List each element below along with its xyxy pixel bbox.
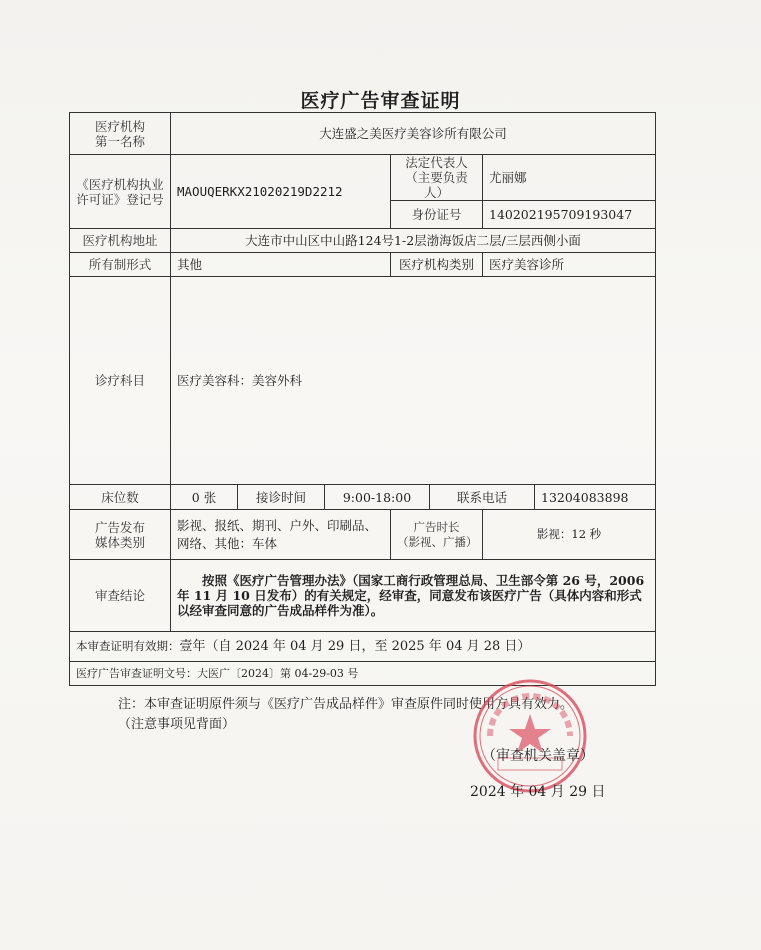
validity-row <box>70 632 656 662</box>
legal-rep-label: 法定代表人 （主要负责人） <box>391 155 483 201</box>
org-name-value: 大连盛之美医疗美容诊所有限公司 <box>171 113 656 155</box>
license-label: 《医疗机构执业 许可证》登记号 <box>70 155 171 229</box>
validity-label: 本审查证明有效期： <box>76 639 180 653</box>
ownership-label: 所有制形式 <box>70 253 171 277</box>
hours-value: 9:00-18:00 <box>325 485 430 509</box>
org-name-label: 医疗机构 第一名称 <box>70 113 171 155</box>
conclusion-text: 按照《医疗广告管理办法》（国家工商行政管理总局、卫生部令第 26 号，2006 年 11 月 10 日发布）的有关规定，经审查，同意发布该医疗广告（具体内容和形式以经审查同意的广告成品样件为准）。 <box>177 573 645 618</box>
dept-label: 诊疗科目 <box>70 277 171 485</box>
id-value: 140202195709193047 <box>483 201 656 229</box>
seal-authority: （审查机关盖章） <box>482 748 594 764</box>
legal-rep-value: 尤丽娜 <box>483 155 656 201</box>
validity-value: 壹年（自 2024 年 04 月 29 日，至 2025 年 04 月 28 日） <box>179 639 531 654</box>
note-back: （注意事项见背面） <box>118 717 236 732</box>
hours-label: 接诊时间 <box>238 485 325 509</box>
duration-value: 影视：12 秒 <box>483 510 656 560</box>
address-label: 医疗机构地址 <box>70 229 171 253</box>
beds-value: 0 张 <box>171 485 238 509</box>
page-title: 医疗广告审查证明 <box>300 90 461 112</box>
doc-no-value: 大医广〔2024〕第 04-29-03 号 <box>197 667 359 680</box>
address-value: 大连市中山区中山路124号1-2层渤海饭店二层/三层西侧小面 <box>171 229 656 253</box>
official-seal-icon <box>470 676 590 796</box>
phone-label: 联系电话 <box>430 485 535 509</box>
license-no: MAOUQERKX21020219D2212 <box>171 155 391 229</box>
media-value: 影视、报纸、期刊、户外、印刷品、网络、其他：车体 <box>171 510 391 560</box>
id-label: 身份证号 <box>391 201 483 229</box>
category-value: 医疗美容诊所 <box>483 253 656 277</box>
ownership-value: 其他 <box>171 253 391 277</box>
doc-no-label: 医疗广告审查证明文号： <box>76 667 197 680</box>
phone-value: 13204083898 <box>541 489 629 505</box>
conclusion-label: 审查结论 <box>70 560 171 632</box>
beds-label: 床位数 <box>70 485 171 510</box>
note-validity: 注：本审查证明原件须与《医疗广告成品样件》审查原件同时使用方具有效力。 <box>118 697 574 712</box>
seal-date: 2024 年 04 月 29 日 <box>470 784 606 800</box>
certificate-table <box>69 112 656 686</box>
duration-label: 广告时长 （影视、广播） <box>391 510 483 560</box>
media-label: 广告发布 媒体类别 <box>70 510 171 560</box>
dept-value: 医疗美容科：美容外科 <box>171 277 656 485</box>
category-label: 医疗机构类别 <box>391 253 483 277</box>
